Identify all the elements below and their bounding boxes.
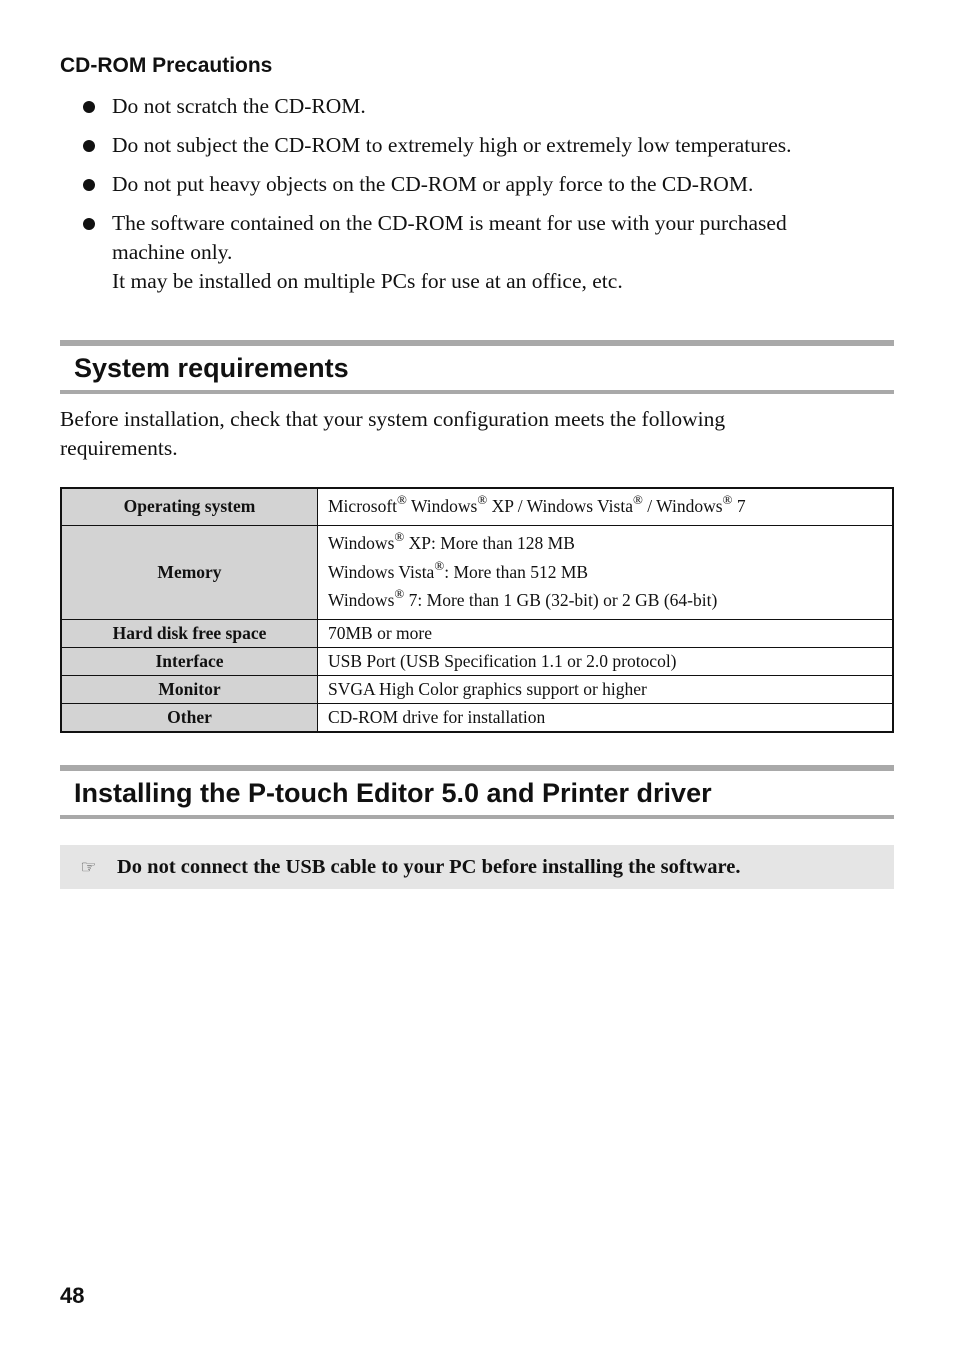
bullet-icon <box>83 218 95 230</box>
os-value: Microsoft® Windows® XP / Windows Vista® / Windows® 7 <box>318 488 894 525</box>
list-item <box>60 209 900 296</box>
intro-line: requirements. <box>60 436 178 460</box>
list-item <box>60 170 900 199</box>
list-item-text: The software contained on the CD-ROM is meant for use with your purchased <box>112 211 787 235</box>
requirements-table <box>60 487 894 733</box>
list-item-text: It may be installed on multiple PCs for use at an office, etc. <box>112 269 623 293</box>
bullet-icon <box>83 101 95 113</box>
list-item-text: machine only. <box>112 240 233 264</box>
list-item <box>60 131 900 160</box>
list-item <box>60 92 900 121</box>
row-label: Memory <box>61 525 318 619</box>
row-value: SVGA High Color graphics support or higher <box>318 675 894 703</box>
table-row <box>61 525 893 619</box>
row-label: Operating system <box>61 488 318 525</box>
install-header <box>60 765 894 819</box>
table-row <box>61 703 893 732</box>
row-label: Interface <box>61 647 318 675</box>
row-value: USB Port (USB Specification 1.1 or 2.0 protocol) <box>318 647 894 675</box>
list-item-text: Do not scratch the CD-ROM. <box>112 94 366 118</box>
section-title: Installing the P-touch Editor 5.0 and Printer driver <box>74 778 712 808</box>
row-label: Monitor <box>61 675 318 703</box>
system-requirements-header <box>60 340 894 394</box>
note-text: Do not connect the USB cable to your PC before installing the software. <box>117 855 741 878</box>
table-row <box>61 675 893 703</box>
table-row <box>61 488 893 525</box>
precautions-title: CD-ROM Precautions <box>60 54 273 77</box>
list-item-text: Do not put heavy objects on the CD-ROM or apply force to the CD-ROM. <box>112 172 754 196</box>
row-value: CD-ROM drive for installation <box>318 703 894 732</box>
section-title: System requirements <box>74 353 349 383</box>
list-item-text: Do not subject the CD-ROM to extremely high or extremely low temperatures. <box>112 133 792 157</box>
intro-line: Before installation, check that your system configuration meets the following <box>60 407 726 431</box>
row-value: 70MB or more <box>318 619 894 647</box>
precautions-list <box>60 92 900 306</box>
intro-paragraph <box>60 405 890 463</box>
page-number: 48 <box>60 1283 85 1308</box>
bullet-icon <box>83 179 95 191</box>
row-label: Hard disk free space <box>61 619 318 647</box>
table-row <box>61 619 893 647</box>
table-row <box>61 647 893 675</box>
pointing-hand-icon: ☞ <box>80 856 97 877</box>
usb-warning-note <box>60 845 894 889</box>
bullet-icon <box>83 140 95 152</box>
row-label: Other <box>61 703 318 732</box>
memory-value: Windows® XP: More than 128 MB Windows Vista®: More than 512 MB Windows® 7: More than 1 GB (32-bit) or 2 GB (64-bit) <box>318 525 894 619</box>
